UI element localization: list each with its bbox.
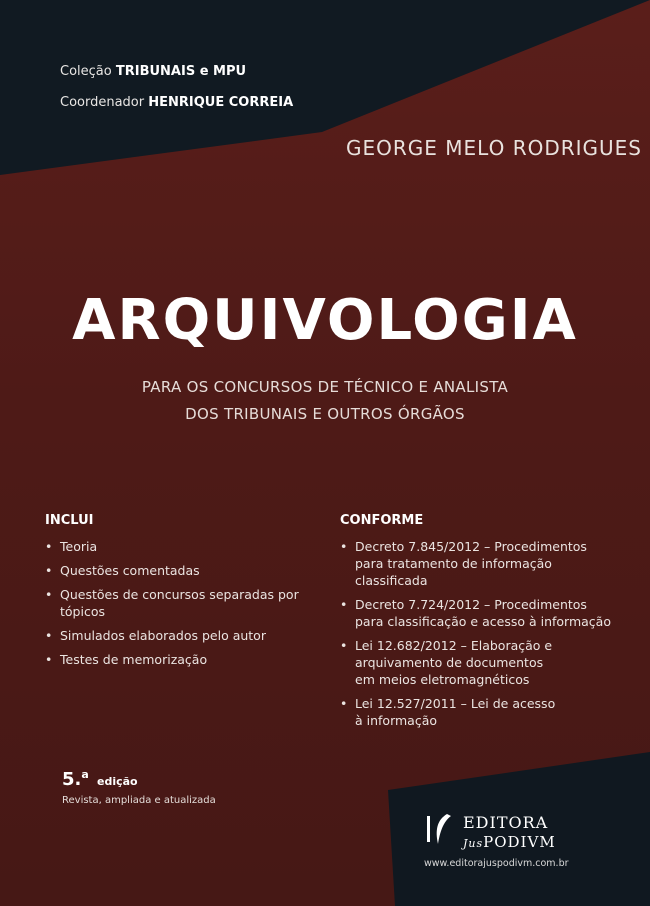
list-item: • Lei 12.682/2012 – Elaboração e arquivamento de documentos em meios eletromagnéticos [340, 637, 555, 688]
collection-line: Coleção TRIBUNAIS e MPU [60, 64, 247, 79]
list-item: • Questões de concursos separadas por tópicos [45, 586, 300, 620]
edition-label: edição [97, 775, 138, 788]
coordinator-line: Coordenador HENRIQUE CORREIA [60, 95, 294, 110]
publisher-url: www.editorajuspodivm.com.br [424, 858, 569, 869]
collection-name: TRIBUNAIS e MPU [115, 64, 247, 79]
list-item: • Questões comentadas [45, 562, 315, 579]
book-title: ARQUIVOLOGIA [72, 288, 578, 353]
includes-list [45, 538, 315, 675]
list-item: • Decreto 7.845/2012 – Procedimentos para tratamento de informação classificada [340, 538, 615, 589]
conforme-list [340, 538, 615, 736]
list-item: • Decreto 7.724/2012 – Procedimentos para classificação e acesso à informação [340, 596, 615, 630]
coordinator-name: HENRIQUE CORREIA [148, 95, 294, 110]
subtitle-line-2: DOS TRIBUNAIS E OUTROS ÓRGÃOS [185, 405, 465, 423]
list-item: • Testes de memorização [45, 651, 315, 668]
subtitle-line-1: PARA OS CONCURSOS DE TÉCNICO E ANALISTA [141, 378, 509, 396]
edition-note: Revista, ampliada e atualizada [62, 795, 216, 806]
conforme-heading: CONFORME [340, 513, 424, 528]
includes-heading: INCLUI [45, 513, 94, 528]
list-item: • Simulados elaborados pelo autor [45, 627, 315, 644]
list-item: • Teoria [45, 538, 315, 555]
edition-number: 5.$^a$ [62, 768, 89, 790]
author-name: GEORGE MELO RODRIGUES [346, 136, 642, 160]
publisher-name: EDITORA [463, 813, 549, 832]
publisher-name-line2: JusPODIVM [463, 833, 556, 851]
publisher-logo-icon [425, 812, 453, 846]
list-item: • Lei 12.527/2011 – Lei de acesso à informação [340, 695, 560, 729]
